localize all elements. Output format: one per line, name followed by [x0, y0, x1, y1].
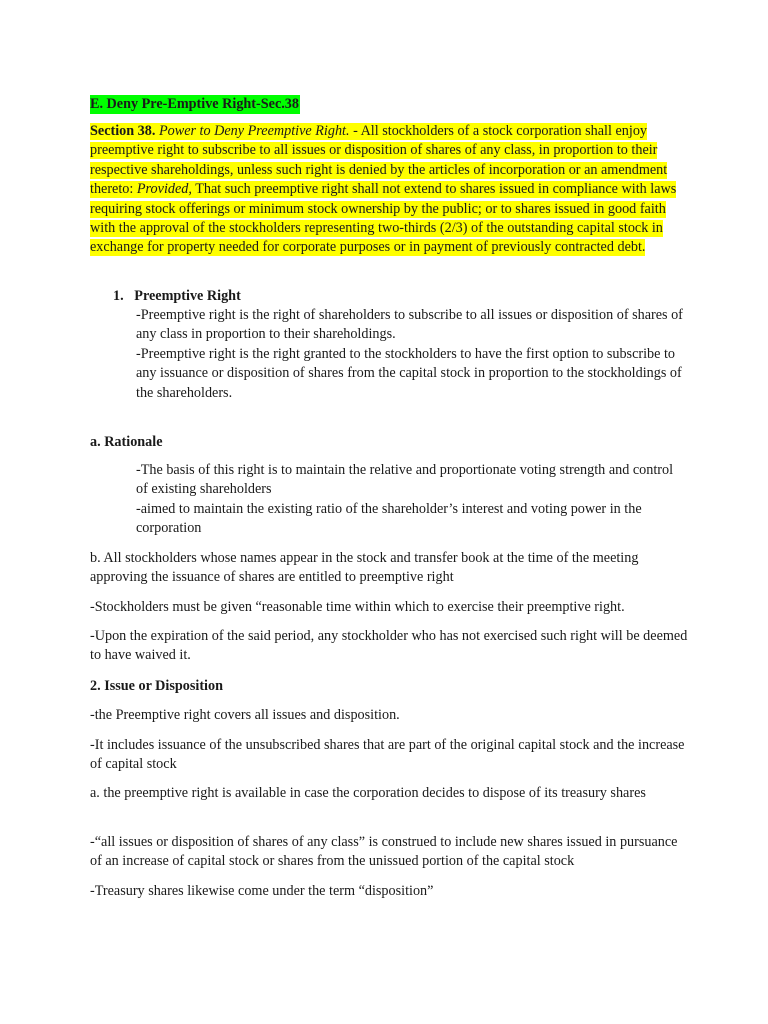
section-38-title: Power to Deny Preemptive Right. [158, 123, 350, 139]
section-38-provided: Provided, [136, 181, 192, 198]
paragraph-b: b. All stockholders whose names appear in the stock and transfer book at the time of the meeting approving the issuance of shares are entitled to preemptive right [90, 550, 639, 586]
section-38-label: Section 38. [90, 123, 156, 139]
item-2-heading: 2. Issue or Disposition [90, 678, 223, 694]
item-1-heading: 1. Preemptive Right [113, 288, 241, 304]
item-1-paragraph-2: -Preemptive right is the right granted to the stockholders to have the first option to subscribe to any issuance or disposition of shares from the capital stock in proportion to the stockholdings of the shareholders. [136, 346, 682, 401]
heading-deny-preemptive-right [90, 95, 300, 114]
paragraph-treasury-disposition: -Treasury shares likewise come under the term “disposition” [90, 883, 434, 899]
item-1-paragraph-1: -Preemptive right is the right of shareholders to subscribe to all issues or disposition of shares of any class in proportion to their shareholdings. [136, 307, 683, 343]
paragraph-reasonable-time: -Stockholders must be given “reasonable time within which to exercise their preemptive right. [90, 599, 625, 615]
paragraph-includes: -It includes issuance of the unsubscribed shares that are part of the original capital stock and the increase of capital stock [90, 737, 685, 773]
rationale-paragraph-1: -The basis of this right is to maintain the relative and proportionate voting strength and control of existing shareholders [136, 462, 674, 498]
paragraph-covers: -the Preemptive right covers all issues and disposition. [90, 707, 400, 723]
section-38-text-2: That such preemptive right shall not extend to shares issued in compliance with laws requiring stock offerings or minimum stock ownership by the public; or to shares issued in good faith with the approval of the stockholders representing two-thirds (2/3) of the outstanding capital stock in exchange for property needed for corporate purposes or in payment of previously contracted debt. [90, 181, 677, 256]
rationale-paragraph-2: -aimed to maintain the existing ratio of the shareholder’s interest and voting power in the corporation [136, 501, 642, 537]
paragraph-expiration: -Upon the expiration of the said period, any stockholder who has not exercised such right will be deemed to have waived it. [90, 628, 688, 664]
paragraph-construed: -“all issues or disposition of shares of any class” is construed to include new shares issued in pursuance of an increase of capital stock or shares from the unissued portion of the capital stock [90, 834, 678, 870]
section-38-paragraph [90, 122, 680, 258]
paragraph-treasury-shares: a. the preemptive right is available in case the corporation decides to dispose of its treasury shares [90, 785, 646, 801]
heading-e-text: E. Deny Pre-Emptive Right-Sec.38 [90, 96, 299, 112]
rationale-heading: a. Rationale [90, 434, 163, 450]
section-38-text-1: - All stockholders of a stock corporation shall enjoy preemptive right to subscribe to all issues or disposition of shares of any class, in proportion to their respective shareholdings, unless such right is denied by the articles of incorporation or an amendment thereto: [90, 123, 668, 198]
